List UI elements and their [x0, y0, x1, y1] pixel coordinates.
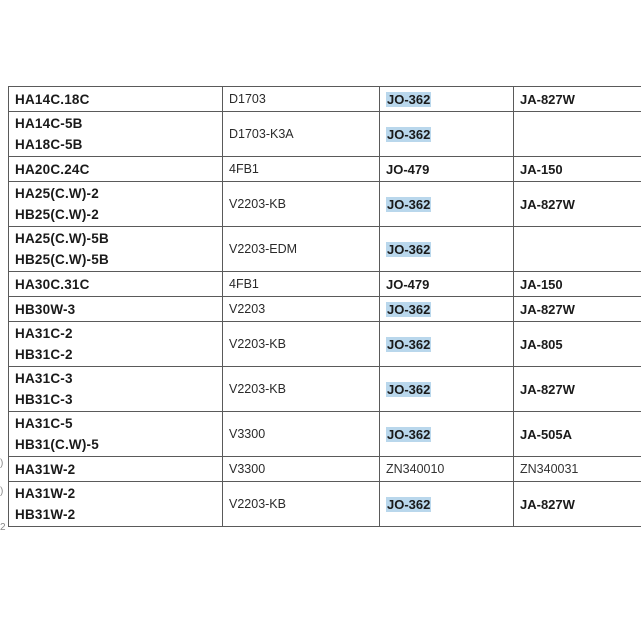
engine-cell	[223, 182, 380, 227]
model-cell	[9, 272, 223, 297]
model-name: HB31C-3	[15, 392, 73, 407]
filter-cell	[380, 297, 514, 322]
model-name: HA31C-5	[15, 416, 73, 431]
table-row	[9, 227, 641, 272]
engine-model: V2203-KB	[229, 497, 286, 511]
part-cell	[514, 112, 641, 157]
model-name: HB25(C.W)-2	[15, 207, 99, 222]
part-code: JA-827W	[520, 196, 575, 212]
filter-code: JO-362	[387, 336, 431, 352]
parts-table-sheet	[8, 86, 641, 527]
model-cell	[9, 182, 223, 227]
part-cell	[514, 482, 641, 527]
filter-code: JO-362	[387, 126, 431, 142]
table-row	[9, 297, 641, 322]
engine-cell	[223, 457, 380, 482]
part-cell	[514, 297, 641, 322]
model-name: HA14C-5B	[15, 116, 83, 131]
table-row	[9, 182, 641, 227]
table-row	[9, 412, 641, 457]
model-cell	[9, 367, 223, 412]
model-cell	[9, 87, 223, 112]
filter-code: JO-362	[387, 196, 431, 212]
engine-model: V3300	[229, 427, 266, 441]
model-cell	[9, 412, 223, 457]
table-row	[9, 322, 641, 367]
filter-cell	[380, 272, 514, 297]
engine-cell	[223, 297, 380, 322]
engine-cell	[223, 272, 380, 297]
filter-code: JO-362	[387, 301, 431, 317]
part-cell	[514, 182, 641, 227]
engine-model: V2203-KB	[229, 382, 286, 396]
part-code: JA-505A	[520, 426, 573, 442]
filter-code: JO-362	[387, 91, 431, 107]
left-margin-marks	[0, 0, 8, 641]
part-code: JA-805	[520, 336, 563, 352]
table-row	[9, 482, 641, 527]
filter-code: JO-362	[387, 381, 431, 397]
engine-cell	[223, 112, 380, 157]
engine-model: 4FB1	[229, 277, 259, 291]
filter-code: JO-479	[386, 276, 430, 292]
filter-code: JO-362	[387, 496, 431, 512]
engine-model: 4FB1	[229, 162, 259, 176]
engine-model: V2203-EDM	[229, 242, 298, 256]
engine-cell	[223, 412, 380, 457]
parts-table	[8, 86, 641, 527]
part-code: JA-827W	[520, 301, 575, 317]
model-name: HA14C.18C	[15, 91, 90, 107]
model-cell	[9, 322, 223, 367]
model-cell	[9, 227, 223, 272]
model-name: HB25(C.W)-5B	[15, 252, 109, 267]
filter-cell	[380, 112, 514, 157]
table-row	[9, 112, 641, 157]
model-name: HA20C.24C	[15, 161, 90, 177]
model-name: HA31W-2	[15, 461, 76, 477]
engine-cell	[223, 322, 380, 367]
filter-code: JO-362	[387, 426, 431, 442]
engine-model: D1703-K3A	[229, 127, 294, 141]
model-name: HA31C-2	[15, 326, 73, 341]
engine-cell	[223, 157, 380, 182]
part-cell	[514, 87, 641, 112]
table-row	[9, 457, 641, 482]
engine-model: V3300	[229, 462, 266, 476]
model-name: HB30W-3	[15, 301, 76, 317]
engine-model: V2203-KB	[229, 337, 286, 351]
table-row	[9, 157, 641, 182]
model-name: HA30C.31C	[15, 276, 90, 292]
filter-cell	[380, 182, 514, 227]
engine-cell	[223, 87, 380, 112]
filter-cell	[380, 157, 514, 182]
filter-cell	[380, 367, 514, 412]
model-name: HA18C-5B	[15, 137, 83, 152]
part-cell	[514, 412, 641, 457]
filter-cell	[380, 227, 514, 272]
engine-cell	[223, 367, 380, 412]
part-code: ZN340031	[520, 462, 579, 476]
filter-code: JO-479	[386, 161, 430, 177]
engine-cell	[223, 482, 380, 527]
filter-code: ZN340010	[386, 462, 445, 476]
engine-model: V2203	[229, 302, 266, 316]
model-name: HB31C-2	[15, 347, 73, 362]
part-cell	[514, 367, 641, 412]
part-cell	[514, 322, 641, 367]
part-cell	[514, 157, 641, 182]
parts-table-body	[9, 87, 641, 527]
filter-code: JO-362	[387, 241, 431, 257]
model-cell	[9, 112, 223, 157]
model-name: HA25(C.W)-2	[15, 186, 99, 201]
engine-cell	[223, 227, 380, 272]
model-name: HA31C-3	[15, 371, 73, 386]
table-row	[9, 272, 641, 297]
margin-mark: )	[0, 486, 4, 497]
filter-cell	[380, 482, 514, 527]
filter-cell	[380, 87, 514, 112]
part-code: JA-150	[520, 161, 563, 177]
margin-mark: )	[0, 458, 4, 469]
table-row	[9, 367, 641, 412]
part-cell	[514, 227, 641, 272]
filter-cell	[380, 322, 514, 367]
part-cell	[514, 272, 641, 297]
table-row	[9, 87, 641, 112]
filter-cell	[380, 412, 514, 457]
model-name: HA31W-2	[15, 486, 76, 501]
engine-model: V2203-KB	[229, 197, 286, 211]
model-cell	[9, 157, 223, 182]
part-code: JA-827W	[520, 496, 575, 512]
part-code: JA-150	[520, 276, 563, 292]
part-code: JA-827W	[520, 381, 575, 397]
margin-mark: 2	[0, 522, 6, 533]
part-code: JA-827W	[520, 91, 575, 107]
model-name: HB31(C.W)-5	[15, 437, 99, 452]
filter-cell	[380, 457, 514, 482]
model-cell	[9, 297, 223, 322]
part-cell	[514, 457, 641, 482]
engine-model: D1703	[229, 92, 266, 106]
model-cell	[9, 457, 223, 482]
model-name: HA25(C.W)-5B	[15, 231, 109, 246]
model-cell	[9, 482, 223, 527]
model-name: HB31W-2	[15, 507, 76, 522]
